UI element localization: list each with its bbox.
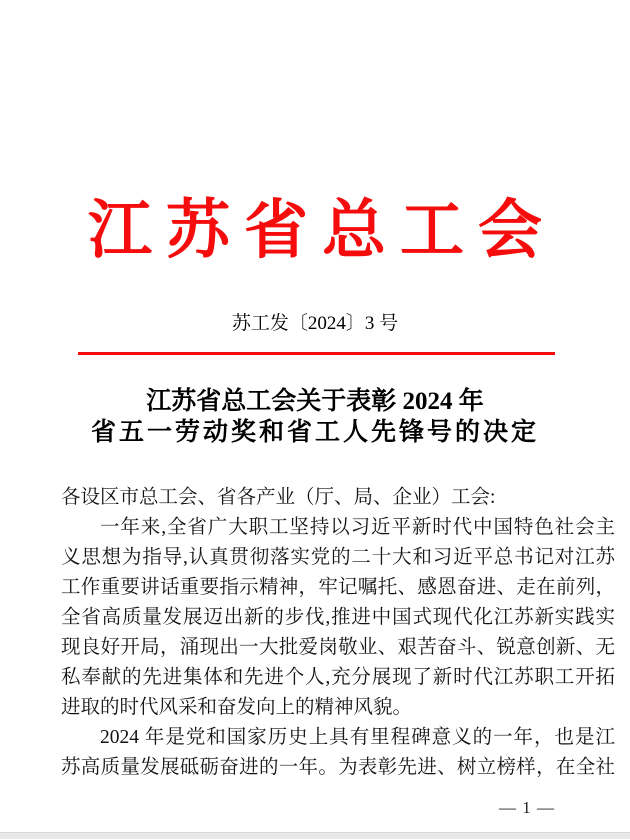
body-line: 进取的时代风采和奋发向上的精神风貌。	[61, 697, 413, 718]
body-line: 2024 年是党和国家历史上具有里程碑意义的一年，也是江	[100, 727, 615, 748]
org-title: 江苏省总工会	[88, 195, 556, 266]
body-line: 苏高质量发展砥砺奋进的一年。为表彰先进、树立榜样，在全社	[61, 757, 615, 778]
body-text	[61, 483, 615, 783]
doc-number: 苏工发〔2024〕3 号	[231, 313, 399, 334]
page-bottom-edge	[0, 832, 630, 839]
body-line: 各设区市总工会、省各产业（厅、局、企业）工会:	[61, 487, 496, 508]
page-number: — 1 —	[499, 798, 555, 817]
body-line: 工作重要讲话重要指示精神，牢记嘱托、感恩奋进、走在前列，	[61, 577, 615, 598]
body-line: 全省高质量发展迈出新的步伐,推进中国式现代化江苏新实践实	[61, 607, 615, 628]
body-line: 一年来,全省广大职工坚持以习近平新时代中国特色社会主	[100, 517, 615, 538]
document-title-line1: 江苏省总工会关于表彰 2024 年	[146, 388, 484, 415]
red-divider-line	[78, 352, 555, 355]
body-line: 现良好开局，涌现出一大批爱岗敬业、艰苦奋斗、锐意创新、无	[61, 637, 615, 658]
body-line: 私奉献的先进集体和先进个人,充分展现了新时代江苏职工开拓	[61, 667, 615, 688]
document-title-line2: 省五一劳动奖和省工人先锋号的决定	[90, 419, 539, 446]
body-line: 义思想为指导,认真贯彻落实党的二十大和习近平总书记对江苏	[61, 547, 615, 568]
document-title	[0, 386, 630, 448]
